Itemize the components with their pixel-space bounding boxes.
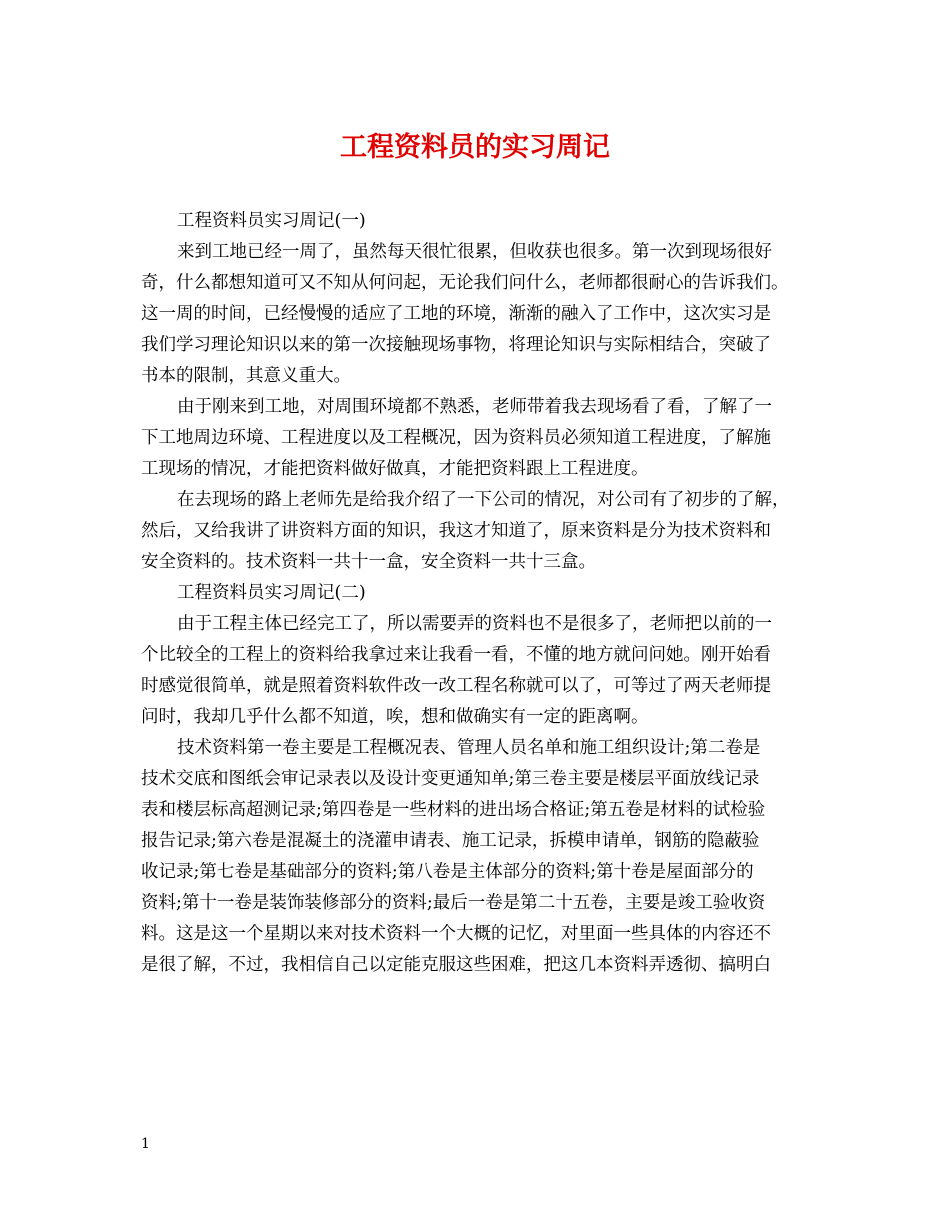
- text-line: 收记录;第七卷是基础部分的资料;第八卷是主体部分的资料;第十卷是屋面部分的: [141, 862, 754, 882]
- text-line: 技术资料第一卷主要是工程概况表、管理人员名单和施工组织设计;第二卷是: [177, 738, 761, 758]
- text-line: 料。这是这一个星期以来对技术资料一个大概的记忆，对里面一些具体的内容还不: [141, 924, 771, 944]
- page-number: 1: [141, 1136, 150, 1152]
- page-title: 工程资料员的实习周记: [340, 132, 610, 163]
- document-body: [141, 206, 821, 981]
- text-line: 问时，我却几乎什么都不知道，唉，想和做确实有一定的距离啊。: [141, 707, 649, 727]
- text-line: 资料;第十一卷是装饰装修部分的资料;最后一卷是第二十五卷，主要是竣工验收资: [141, 893, 766, 913]
- text-line: 工程资料员实习周记(二): [177, 583, 366, 603]
- text-line: 这一周的时间，已经慢慢的适应了工地的环境，渐渐的融入了工作中，这次实习是: [141, 304, 771, 324]
- text-line: 由于工程主体已经完工了，所以需要弄的资料也不是很多了，老师把以前的一: [177, 614, 772, 634]
- text-line: 我们学习理论知识以来的第一次接触现场事物，将理论知识与实际相结合，突破了: [141, 335, 771, 355]
- text-line: 时感觉很简单，就是照着资料软件改一改工程名称就可以了，可等过了两天老师提: [141, 676, 771, 696]
- text-line: 奇，什么都想知道可又不知从何问起，无论我们问什么，老师都很耐心的告诉我们。: [141, 273, 789, 293]
- text-line: 工现场的情况，才能把资料做好做真，才能把资料跟上工程进度。: [141, 459, 649, 479]
- text-line: 报告记录;第六卷是混凝土的浇灌申请表、施工记录，拆模申请单，钢筋的隐蔽验: [141, 831, 760, 851]
- text-line: 在去现场的路上老师先是给我介绍了一下公司的情况，对公司有了初步的了解，: [177, 490, 790, 510]
- text-line: 个比较全的工程上的资料给我拿过来让我看一看，不懂的地方就问问她。刚开始看: [141, 645, 771, 665]
- text-line: 书本的限制，其意义重大。: [141, 366, 351, 386]
- text-line: 工程资料员实习周记(一): [177, 211, 366, 231]
- text-line: 由于刚来到工地，对周围环境都不熟悉，老师带着我去现场看了看，了解了一: [177, 397, 772, 417]
- text-line: 下工地周边环境、工程进度以及工程概况，因为资料员必须知道工程进度，了解施: [141, 428, 771, 448]
- text-line: 安全资料的。技术资料一共十一盒，安全资料一共十三盒。: [141, 552, 596, 572]
- text-line: 然后，又给我讲了讲资料方面的知识，我这才知道了，原来资料是分为技术资料和: [141, 521, 771, 541]
- text-line: 表和楼层标高超测记录;第四卷是一些材料的进出场合格证;第五卷是材料的试检验: [141, 800, 766, 820]
- text-line: 来到工地已经一周了，虽然每天很忙很累，但收获也很多。第一次到现场很好: [177, 242, 772, 262]
- text-line: 是很了解，不过，我相信自己以定能克服这些困难，把这几本资料弄透彻、搞明白: [141, 955, 771, 975]
- text-line: 技术交底和图纸会审记录表以及设计变更通知单;第三卷主要是楼层平面放线记录: [141, 769, 760, 789]
